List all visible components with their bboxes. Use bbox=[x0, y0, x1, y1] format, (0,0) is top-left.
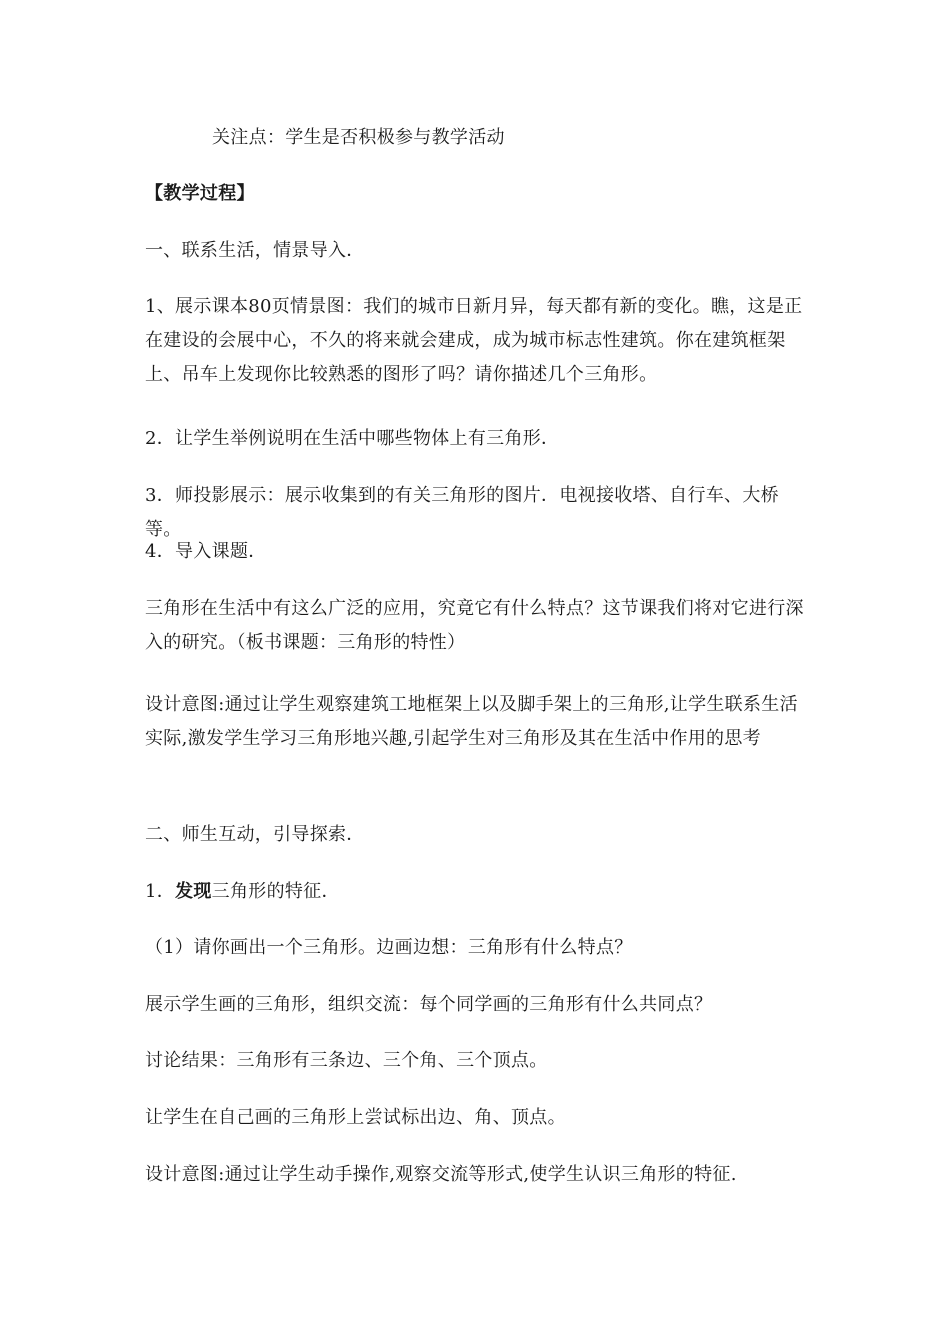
design-intent-2: 设计意图:通过让学生动手操作,观察交流等形式,使学生认识三角形的特征. bbox=[145, 1164, 737, 1185]
item-1-text: 三角形的特征． bbox=[211, 881, 340, 902]
section-1-title: 一、联系生活，情景导入． bbox=[145, 240, 365, 261]
section-2-title: 二、师生互动，引导探索． bbox=[145, 824, 365, 845]
section-heading: 【教学过程】 bbox=[145, 183, 255, 204]
sub-item-1: （1）请你画出一个三角形。边画边想：三角形有什么特点？ bbox=[145, 937, 633, 958]
paragraph-result: 讨论结果：三角形有三条边、三个角、三个顶点。 bbox=[145, 1050, 548, 1071]
paragraph-show: 展示学生画的三角形，组织交流：每个同学画的三角形有什么共同点？ bbox=[145, 994, 713, 1015]
focus-line: 关注点：学生是否积极参与教学活动 bbox=[212, 127, 505, 148]
paragraph-5: 三角形在生活中有这么广泛的应用，究竟它有什么特点？这节课我们将对它进行深入的研究。（板书课题：三角形的特性） bbox=[145, 598, 804, 653]
design-intent-1: 设计意图:通过让学生观察建筑工地框架上以及脚手架上的三角形,让学生联系生活实际,激发学生学习三角形地兴趣,引起学生对三角形及其在生活中作用的思考 bbox=[145, 694, 798, 749]
paragraph-3: 3．师投影展示：展示收集到的有关三角形的图片．电视接收塔、自行车、大桥等。 bbox=[145, 485, 779, 540]
item-1-number: 1． bbox=[145, 881, 176, 902]
paragraph-2: 2．让学生举例说明在生活中哪些物体上有三角形． bbox=[145, 428, 560, 449]
paragraph-1: 1、展示课本80页情景图：我们的城市日新月异，每天都有新的变化。瞧，这是正在建设的会展中心，不久的将来就会建成，成为城市标志性建筑。你在建筑框架上、吊车上发现你比较熟悉的图形了吗？请你描述几个三角形。 bbox=[145, 296, 803, 385]
item-1-bold: 发现 bbox=[175, 881, 212, 902]
paragraph-mark: 让学生在自己画的三角形上尝试标出边、角、顶点。 bbox=[145, 1107, 566, 1128]
paragraph-4: 4．导入课题． bbox=[145, 541, 267, 562]
item-1 bbox=[145, 875, 815, 909]
